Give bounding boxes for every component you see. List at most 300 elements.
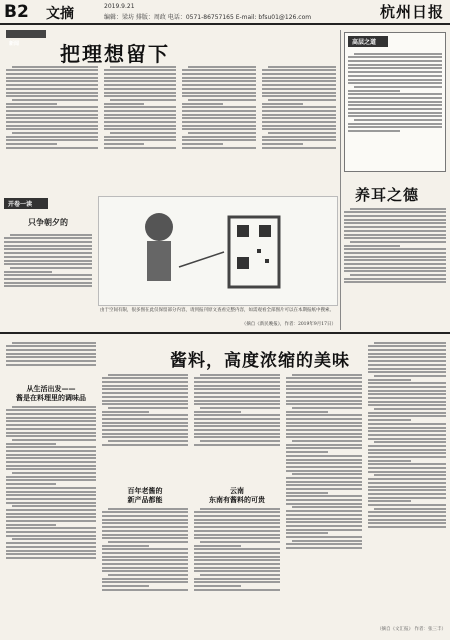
section-number: B2 (4, 2, 29, 22)
text-line (344, 226, 446, 228)
text-line (262, 114, 336, 116)
text-line (182, 139, 256, 141)
text-line (182, 110, 256, 112)
text-line (108, 440, 188, 442)
text-line (194, 429, 280, 431)
text-line (194, 522, 280, 524)
text-line (286, 388, 362, 390)
text-line (104, 88, 176, 90)
text-line (6, 550, 96, 552)
issue-date: 2019.9.21 (104, 3, 135, 10)
text-line (262, 143, 303, 145)
text-line (194, 556, 280, 558)
text-line (102, 556, 188, 558)
text-line (102, 377, 188, 379)
text-line (182, 88, 256, 90)
text-line (102, 436, 188, 438)
text-line (6, 465, 96, 467)
text-line (6, 88, 98, 90)
text-line (6, 92, 98, 94)
text-line (354, 119, 442, 121)
text-line (286, 392, 362, 394)
text-line (102, 559, 188, 561)
text-line (292, 374, 362, 376)
text-line (368, 430, 446, 432)
text-line (286, 425, 362, 427)
text-line (368, 368, 446, 370)
text-line (102, 581, 188, 583)
text-line (104, 143, 144, 145)
text-line (108, 574, 188, 576)
text-line (6, 520, 96, 522)
text-line (6, 360, 96, 362)
text-line (182, 114, 256, 116)
text-line (262, 139, 336, 141)
text-line (6, 125, 98, 127)
bottom-byline: （摘自《文汇报》 作者：张三丰） (377, 627, 446, 632)
text-line (104, 103, 144, 105)
text-line (262, 88, 336, 90)
text-line (4, 241, 92, 243)
text-line (4, 271, 52, 273)
text-line (102, 522, 188, 524)
text-line (194, 563, 280, 565)
text-line (10, 267, 92, 269)
text-line (104, 110, 176, 112)
text-line (286, 403, 362, 405)
text-line (194, 396, 280, 398)
text-line (12, 439, 96, 441)
text-line (6, 424, 96, 426)
text-line (194, 388, 280, 390)
top-story-column-2 (104, 64, 176, 192)
text-line (348, 90, 400, 92)
text-line (194, 530, 280, 532)
text-line (194, 585, 241, 587)
text-line (348, 112, 442, 114)
text-line (6, 356, 96, 358)
text-line (102, 552, 188, 554)
top-story-column-3 (182, 64, 256, 192)
text-line (348, 79, 442, 81)
text-line (292, 540, 362, 542)
text-line (194, 425, 280, 427)
masthead-logo: 杭州日报 (379, 3, 444, 21)
text-line (344, 237, 446, 239)
text-line (6, 143, 57, 145)
text-line (194, 552, 280, 554)
text-line (368, 397, 446, 399)
text-line (194, 400, 280, 402)
text-line (104, 128, 176, 130)
text-line (182, 143, 223, 145)
right-section-head: 养耳之德 (355, 186, 420, 204)
text-line (368, 526, 446, 528)
text-line (6, 84, 98, 86)
text-line (368, 504, 446, 506)
text-line (344, 256, 446, 258)
text-line (108, 374, 188, 376)
text-line (104, 92, 176, 94)
text-line (104, 147, 176, 149)
text-line (262, 73, 336, 75)
text-line (6, 494, 96, 496)
text-line (286, 436, 362, 438)
photo-credit: （摘自《新民晚报》，作者：2019年9月17日） (241, 322, 336, 327)
text-line (6, 128, 98, 130)
text-line (102, 425, 188, 427)
text-line (194, 385, 280, 387)
bottom-column-3b (194, 506, 280, 634)
text-line (344, 245, 400, 247)
text-line (6, 527, 96, 529)
text-line (194, 414, 280, 416)
text-line (6, 110, 98, 112)
text-line (348, 104, 442, 106)
text-line (348, 108, 442, 110)
text-line (262, 92, 336, 94)
text-line (348, 64, 442, 66)
text-line (6, 80, 98, 82)
text-line (368, 427, 446, 429)
text-line (182, 136, 256, 138)
photo-illustration (99, 197, 337, 305)
bottom-subhead-2: 百年老酱的 (127, 487, 163, 495)
section-tag: 新闻 (6, 30, 46, 38)
text-line (286, 484, 362, 486)
text-line (344, 234, 446, 236)
text-line (262, 136, 336, 138)
text-line (350, 208, 446, 210)
text-line (200, 508, 280, 510)
text-line (286, 451, 328, 453)
text-line (6, 114, 98, 116)
text-line (182, 77, 256, 79)
text-line (262, 125, 336, 127)
text-line (6, 450, 96, 452)
text-line (368, 390, 446, 392)
text-line (194, 444, 280, 446)
text-line (104, 121, 176, 123)
text-line (102, 589, 188, 591)
text-line (344, 259, 446, 261)
sidebar-box-title: 开卷一读 (4, 198, 48, 209)
text-line (268, 132, 336, 134)
text-line (6, 106, 98, 108)
text-line (6, 476, 96, 478)
story-separator (0, 332, 450, 334)
text-line (6, 95, 98, 97)
text-line (6, 103, 57, 105)
bottom-column-2a (102, 372, 188, 482)
text-line (374, 508, 446, 510)
text-line (286, 396, 362, 398)
text-line (194, 392, 280, 394)
text-line (194, 567, 280, 569)
text-line (368, 353, 446, 355)
text-line (368, 356, 446, 358)
text-line (194, 403, 280, 405)
text-line (344, 211, 446, 213)
text-line (6, 461, 96, 463)
text-line (12, 342, 96, 344)
text-line (102, 444, 188, 446)
text-line (6, 345, 96, 347)
text-line (286, 411, 328, 413)
bottom-column-3a (194, 372, 280, 482)
text-line (368, 489, 446, 491)
bottom-column-4 (286, 372, 362, 634)
text-line (188, 66, 256, 68)
text-line (102, 545, 149, 547)
text-line (12, 66, 98, 68)
text-line (6, 468, 96, 470)
text-line (110, 132, 176, 134)
text-line (6, 435, 96, 437)
text-line (6, 69, 98, 71)
text-line (182, 128, 256, 130)
text-line (182, 84, 256, 86)
text-line (6, 364, 96, 366)
text-line (262, 121, 336, 123)
text-line (344, 215, 446, 217)
text-line (344, 222, 446, 224)
text-line (286, 532, 328, 534)
text-line (6, 535, 96, 537)
text-line (4, 252, 92, 254)
text-line (12, 132, 98, 134)
text-line (344, 278, 446, 280)
text-line (262, 69, 336, 71)
text-line (286, 433, 362, 435)
text-line (6, 491, 96, 493)
bottom-subhead-3: 云南 (230, 487, 244, 495)
text-line (102, 578, 188, 580)
text-line (188, 132, 256, 134)
text-line (348, 56, 442, 58)
text-line (262, 110, 336, 112)
page-header (0, 0, 450, 26)
text-line (368, 401, 446, 403)
text-line (104, 77, 176, 79)
text-line (182, 92, 256, 94)
text-line (6, 483, 56, 485)
column-divider (340, 30, 341, 330)
text-line (200, 574, 280, 576)
text-line (286, 429, 362, 431)
text-line (6, 502, 96, 504)
text-line (10, 234, 92, 236)
text-line (102, 515, 188, 517)
text-line (344, 219, 446, 221)
text-line (182, 121, 256, 123)
text-line (374, 375, 446, 377)
text-line (6, 353, 96, 355)
text-line (194, 534, 280, 536)
text-line (6, 121, 98, 123)
right-box-body (348, 51, 442, 171)
text-line (4, 263, 92, 265)
text-line (368, 379, 411, 381)
top-story-headline: 把理想留下 (60, 42, 170, 66)
text-line (348, 115, 442, 117)
text-line (286, 470, 362, 472)
top-story-column-1 (6, 64, 98, 192)
text-line (344, 248, 446, 250)
bottom-column-1 (6, 404, 96, 634)
text-line (102, 411, 149, 413)
text-line (194, 559, 280, 561)
text-line (108, 541, 188, 543)
text-line (354, 53, 442, 55)
text-line (262, 84, 336, 86)
text-line (348, 130, 400, 132)
text-line (292, 440, 362, 442)
text-line (354, 86, 442, 88)
bottom-story-headline: 酱料，高度浓缩的美味 (170, 351, 350, 371)
text-line (262, 77, 336, 79)
text-line (102, 433, 188, 435)
text-line (6, 479, 96, 481)
text-line (194, 418, 280, 420)
text-line (102, 511, 188, 513)
text-line (188, 99, 256, 101)
text-line (368, 493, 446, 495)
bottom-subhead-1: 从生活出发—— (26, 385, 76, 393)
text-line (200, 541, 280, 543)
text-line (102, 526, 188, 528)
text-line (104, 84, 176, 86)
text-line (102, 385, 188, 387)
right-column-body (344, 206, 446, 324)
text-line (6, 77, 98, 79)
text-line (182, 95, 256, 97)
text-line (368, 467, 446, 469)
text-line (6, 428, 96, 430)
text-line (194, 589, 280, 591)
text-line (286, 521, 362, 523)
text-line (348, 82, 442, 84)
bottom-intro (6, 340, 96, 380)
text-line (262, 80, 336, 82)
text-line (262, 106, 336, 108)
text-line (368, 463, 446, 465)
text-line (286, 518, 362, 520)
text-line (102, 400, 188, 402)
text-line (374, 342, 446, 344)
text-line (104, 125, 176, 127)
text-line (286, 529, 362, 531)
text-line (368, 393, 446, 395)
text-line (374, 441, 446, 443)
text-line (368, 482, 446, 484)
text-line (6, 542, 96, 544)
text-line (368, 404, 446, 406)
text-line (348, 97, 442, 99)
text-line (12, 472, 96, 474)
text-line (368, 360, 446, 362)
text-line (104, 117, 176, 119)
text-line (102, 530, 188, 532)
text-line (374, 408, 446, 410)
text-line (368, 364, 446, 366)
text-line (182, 80, 256, 82)
text-line (368, 345, 446, 347)
text-line (104, 80, 176, 82)
text-line (6, 553, 96, 555)
text-line (102, 519, 188, 521)
article-photo (98, 196, 338, 306)
text-line (262, 128, 336, 130)
text-line (182, 103, 223, 105)
text-line (194, 537, 280, 539)
text-line (102, 388, 188, 390)
text-line (4, 248, 92, 250)
text-line (12, 538, 96, 540)
text-line (6, 139, 98, 141)
text-line (102, 548, 188, 550)
text-line (368, 382, 446, 384)
photo-caption: 由于空间有限，很多图在此仅保留部分内容，请到报刊原文查看完整内容，如需观看全部图片可以在本期报纸中搜索。 (100, 308, 334, 313)
text-line (268, 66, 336, 68)
text-line (102, 396, 188, 398)
text-line (286, 514, 362, 516)
text-line (194, 436, 280, 438)
text-line (4, 285, 92, 287)
text-line (102, 570, 188, 572)
text-line (182, 73, 256, 75)
text-line (6, 516, 96, 518)
text-line (200, 440, 280, 442)
text-line (104, 95, 176, 97)
text-line (286, 400, 362, 402)
text-line (368, 415, 446, 417)
text-line (104, 139, 176, 141)
text-line (344, 281, 446, 283)
right-sidebar-box (344, 32, 446, 172)
text-line (6, 136, 98, 138)
text-line (102, 429, 188, 431)
text-line (194, 515, 280, 517)
text-line (292, 473, 362, 475)
text-line (286, 503, 362, 505)
top-story-column-4 (262, 64, 336, 192)
text-line (194, 511, 280, 513)
text-line (182, 147, 256, 149)
text-line (286, 466, 362, 468)
text-line (6, 432, 96, 434)
text-line (194, 381, 280, 383)
text-line (200, 407, 280, 409)
text-line (6, 557, 96, 559)
text-line (102, 392, 188, 394)
text-line (6, 457, 96, 459)
text-line (368, 452, 446, 454)
bottom-column-2b (102, 506, 188, 634)
text-line (102, 585, 149, 587)
text-line (104, 106, 176, 108)
text-line (286, 543, 362, 545)
text-line (6, 417, 96, 419)
text-line (368, 500, 411, 502)
text-line (4, 278, 92, 280)
text-line (4, 274, 92, 276)
text-line (286, 488, 362, 490)
text-line (194, 422, 280, 424)
text-line (12, 406, 96, 408)
text-line (286, 477, 362, 479)
text-line (344, 252, 446, 254)
